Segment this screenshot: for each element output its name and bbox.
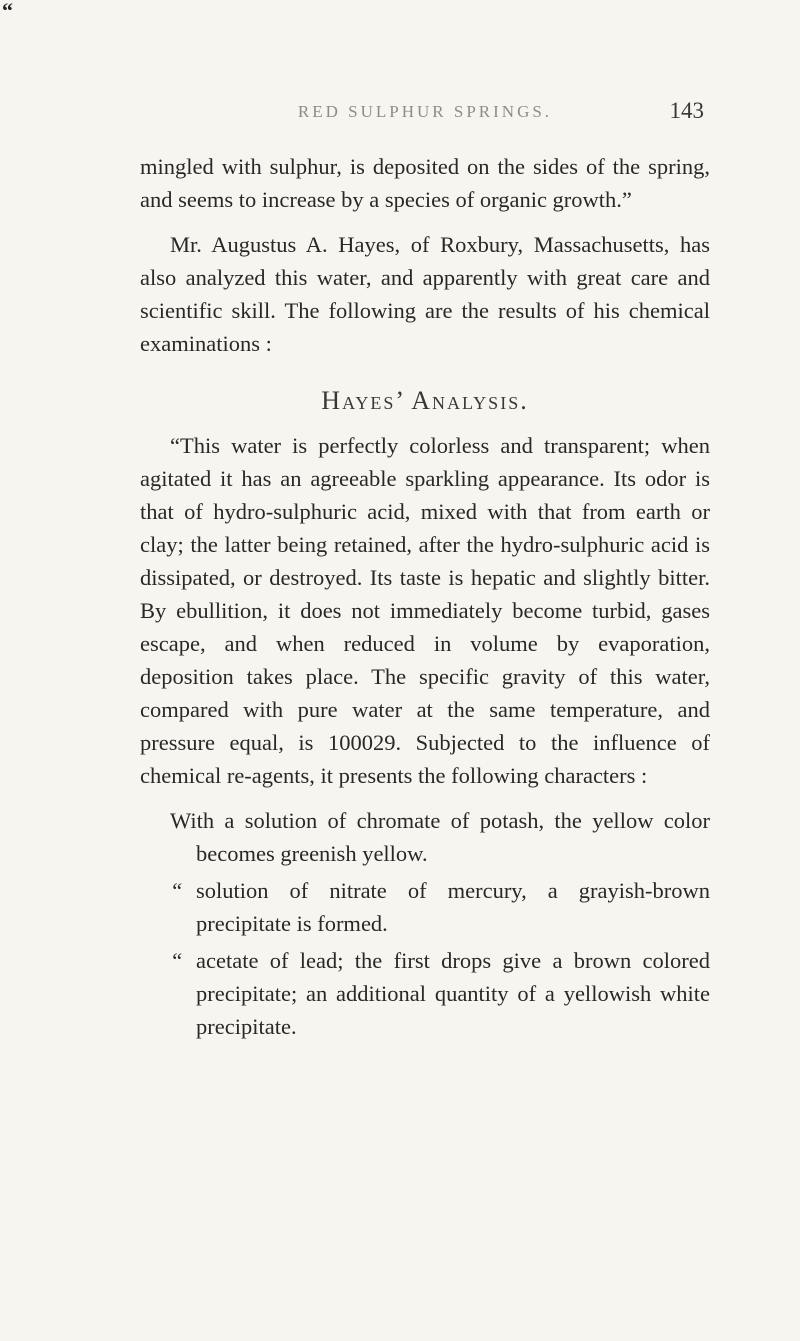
- intro-paragraph: Mr. Augustus A. Hayes, of Roxbury, Massachusetts, has also analyzed this water, and apparently with great care and scientific skill. The following are the results of his chemical examinations :: [140, 232, 710, 356]
- reagent-list: [140, 804, 710, 1043]
- running-head: [140, 96, 710, 126]
- reagent-text: acetate of lead; the first drops give a brown colored precipitate; an additional quantity of a yellowish white precipitate.: [196, 948, 710, 1039]
- ditto-mark: “: [170, 878, 183, 903]
- reagent-item: [140, 874, 710, 940]
- page-number: 143: [669, 98, 704, 123]
- section-heading: Hayes’ Analysis.: [321, 386, 529, 415]
- analysis-paragraph: “This water is perfectly colorless and transparent; when agitated it has an agreeable sparkling appearance. Its odor is that of hydro-sulphuric acid, mixed with that from earth or clay; the latter being retained, after the hydro-sulphuric acid is dissipated, or destroyed. Its taste is hepatic and slightly bitter. By ebullition, it does not immediately become turbid, gases escape, and when reduced in volume by evaporation, deposition takes place. The specific gravity of this water, compared with pure water at the same temperature, and pressure equal, is 100029. Subjected to the influence of chemical re-agents, it presents the following characters :: [140, 433, 710, 788]
- reagent-item: [140, 944, 710, 1043]
- ditto-mark: “: [170, 948, 183, 973]
- body-text: [140, 150, 710, 1047]
- reagent-text: solution of nitrate of mercury, a grayish-brown precipitate is formed.: [196, 878, 710, 936]
- running-title: RED SULPHUR SPRINGS.: [297, 102, 553, 121]
- continuation-paragraph: mingled with sulphur, is deposited on the sides of the spring, and seems to increase by a species of organic growth.”: [140, 154, 710, 212]
- reagent-item: [140, 804, 710, 870]
- corner-mark: “: [2, 0, 13, 23]
- reagent-text: With a solution of chromate of potash, the yellow color becomes greenish yellow.: [170, 808, 710, 866]
